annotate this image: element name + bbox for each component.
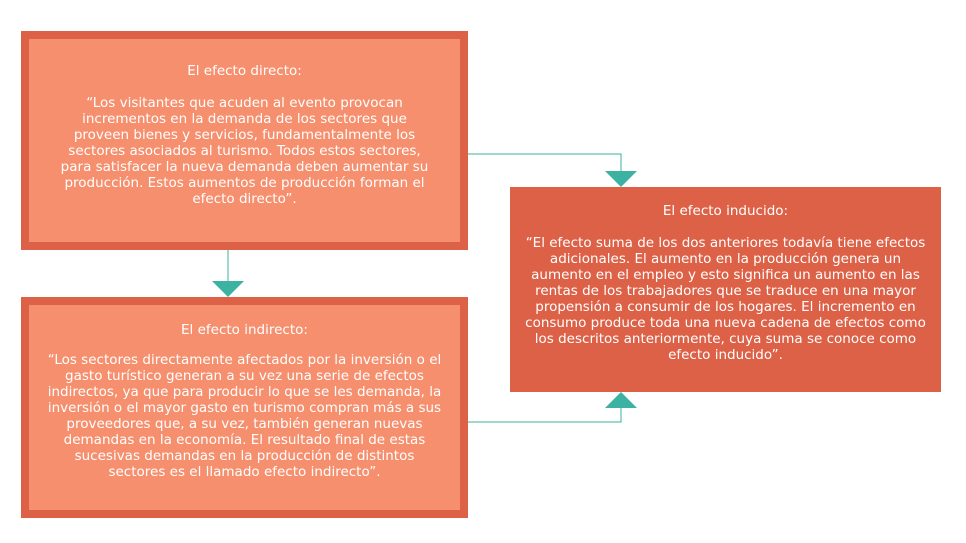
box-body: “El efecto suma de los dos anteriores todavía tiene efectos adicionales. El aumento en la producción genera un aumento en el empleo y esto significa un aumento en las rentas de los trabajadores que se traduce en una mayor propensión a consumir de los hogares. El incremento en consumo produce toda una nueva cadena de efectos como los descritos anteriormente, cuya suma se conoce como efecto inducido”. [525, 235, 926, 363]
box-inner [29, 305, 460, 510]
box-efecto-directo [21, 31, 468, 250]
box-body: “Los visitantes que acuden al evento provocan incrementos en la demanda de los sectores que proveen bienes y servicios, fundamentalmente los sectores asociados al turismo. Todos estos sectores, para satisfacer la nueva demanda deben aumentar su producción. Estos aumentos de producción forman el efecto directo”. [60, 95, 429, 207]
arrowhead-down-icon [605, 171, 637, 187]
box-title: El efecto directo: [187, 63, 302, 79]
connector-indirect-to-induced [468, 408, 621, 422]
connector-direct-to-induced [468, 154, 621, 171]
box-efecto-indirecto [21, 297, 468, 518]
box-body: “Los sectores directamente afectados por la inversión o el gasto turístico generan a su vez una serie de efectos indirectos, ya que para producir lo que se les demanda, la inversión o el mayor gasto en turismo compran más a sus proveedores que, a su vez, también generan nuevas demandas en la economía. El resultado final de estas sucesivas demandas en la producción de distintos sectores es el llamado efecto indirecto”. [47, 352, 442, 480]
box-efecto-inducido [510, 187, 941, 392]
box-title: El efecto inducido: [662, 203, 789, 219]
box-inner [29, 39, 460, 242]
box-title: El efecto indirecto: [181, 322, 308, 338]
arrowhead-up-icon [605, 392, 637, 408]
arrowhead-down-icon [212, 281, 244, 297]
